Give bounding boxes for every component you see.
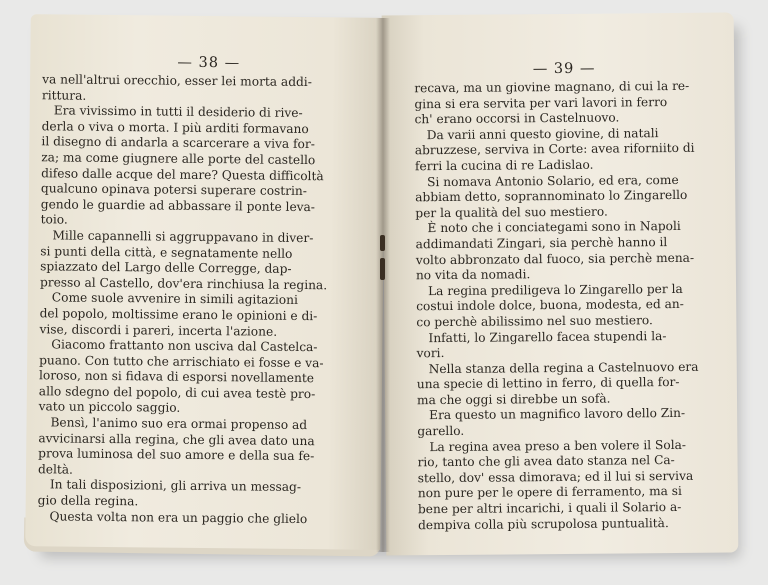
text-line: Infatti, lo Zingarello facea stupendi la- <box>428 328 667 345</box>
text-line: vato un piccolo saggio. <box>38 399 181 416</box>
text-line: La regina avea preso a ben volere il Sola- <box>429 437 687 454</box>
text-line: È noto che i conciategami sono in Napoli <box>427 219 681 236</box>
text-line: allo sdegno del popolo, di cui avea testè pro- <box>38 384 316 402</box>
text-line: costui indole dolce, buona, modesta, ed an- <box>416 297 684 314</box>
book-gutter <box>376 18 390 552</box>
text-line: Bensì, l'animo suo era ormai propenso ad <box>50 415 308 433</box>
text-line: non pure per le opere di ferramento, ma si <box>417 484 682 501</box>
binding-stitch <box>380 258 385 280</box>
right-page <box>382 12 739 555</box>
text-line: ma che oggi si direbbe un sofà. <box>416 391 611 408</box>
text-line: loroso, non si fidava di esporsi novellamente <box>38 368 315 386</box>
text-line: derla o viva o morta. I più arditi formavano <box>41 119 309 136</box>
text-line: abruzzese, serviva in Corte: avea riforniito di <box>414 141 695 158</box>
text-line: Si nomava Antonio Solario, ed era, come <box>427 172 679 189</box>
text-line: gendo le guardie ad abbassare il ponte leva- <box>40 197 316 214</box>
text-line: Nella stanza della regina a Castelnuovo era <box>428 359 699 376</box>
text-line: va nell'altrui orecchio, esser lei morta addi- <box>42 72 312 90</box>
page-number-right: — 39 — <box>532 60 596 78</box>
text-line: puano. Con tutto che arrischiato ei fosse e va- <box>39 352 324 370</box>
text-line: stello, dov' essa dimorava; ed il lui si serviva <box>417 468 694 486</box>
text-line: gina si era servita per vari lavori in ferro <box>414 94 668 111</box>
text-line: qualcuno opinava potersi superare costrin- <box>40 181 307 199</box>
text-line: volto abbronzato dal fuoco, sia perchè mena- <box>415 250 695 267</box>
text-line: abbiam detto, soprannominato lo Zingarello <box>415 188 688 205</box>
text-line: bene per altri incarichi, i quali il Solario a- <box>417 499 682 517</box>
text-line: Mille capannelli si aggruppavano in diver- <box>52 228 314 246</box>
text-line: rio, tanto che gli avea dato stanza nel Ca- <box>417 453 675 470</box>
text-line: presso al Castello, dov'era rinchiusa la regina. <box>39 274 328 292</box>
text-line: Da varii anni questo giovine, di natali <box>426 125 659 142</box>
text-line: no vita da nomadi. <box>415 267 531 283</box>
text-line: vori. <box>416 346 445 361</box>
text-line: avvicinarsi alla regina, che gli avea dato una <box>38 430 315 448</box>
text-line: rittura. <box>41 87 87 103</box>
text-line: ch' erano occorsi in Castelnuovo. <box>414 110 620 127</box>
text-line: ferri la cucina di re Ladislao. <box>414 157 594 174</box>
text-line: Era questo un magnifico lavoro dello Zin- <box>429 406 686 423</box>
text-line: per la qualità del suo mestiero. <box>415 204 608 221</box>
right-page-text <box>414 79 718 534</box>
text-line: co perchè abilissimo nel suo mestiero. <box>416 313 653 330</box>
text-line: recava, ma un giovine magnano, di cui la re- <box>414 78 690 96</box>
text-line: una specie di lettino in ferro, di quella for- <box>416 375 680 392</box>
text-line: garello. <box>417 423 465 439</box>
text-line: prova luminosa del suo amore e della sua fe- <box>38 446 315 464</box>
text-line: difeso dalle acque del mare? Questa difficoltà <box>41 165 324 183</box>
text-line: del popolo, moltissime erano le opinioni e di- <box>39 306 318 324</box>
text-line: Questa volta non era un paggio che glielo <box>49 509 308 526</box>
left-page <box>25 14 386 550</box>
left-page-text <box>37 72 373 528</box>
text-line: za; ma come giugnere alle porte del castello <box>41 150 316 168</box>
text-line: Era vivissimo in tutti il desiderio di rive- <box>53 103 303 121</box>
page-number-left: — 38 — <box>177 54 241 72</box>
text-line: gio della regina. <box>37 493 139 509</box>
text-line: addimandati Zingari, sia perchè hanno il <box>415 234 668 252</box>
text-line: toio. <box>40 212 68 227</box>
text-line: spiazzato del Largo delle Corregge, dap- <box>40 259 292 277</box>
text-line: La regina prediligeva lo Zingarello per la <box>427 281 683 298</box>
text-line: il disegno di andarla a scarcerare a viva for- <box>41 134 315 152</box>
text-line: vise, discordi i pareri, incerta l'azione. <box>39 321 278 339</box>
text-line: Come suole avvenire in simili agitazioni <box>51 290 298 308</box>
text-line: In tali disposizioni, gli arriva un messag- <box>49 477 302 495</box>
text-line: deltà. <box>37 462 74 477</box>
binding-stitch <box>380 235 385 251</box>
text-line: si punti della città, e segnatamente nello <box>40 243 293 261</box>
text-line: dempiva colla più scrupolosa puntualità. <box>418 515 669 532</box>
text-line: Giacomo frattanto non usciva dal Castelca- <box>51 337 318 355</box>
